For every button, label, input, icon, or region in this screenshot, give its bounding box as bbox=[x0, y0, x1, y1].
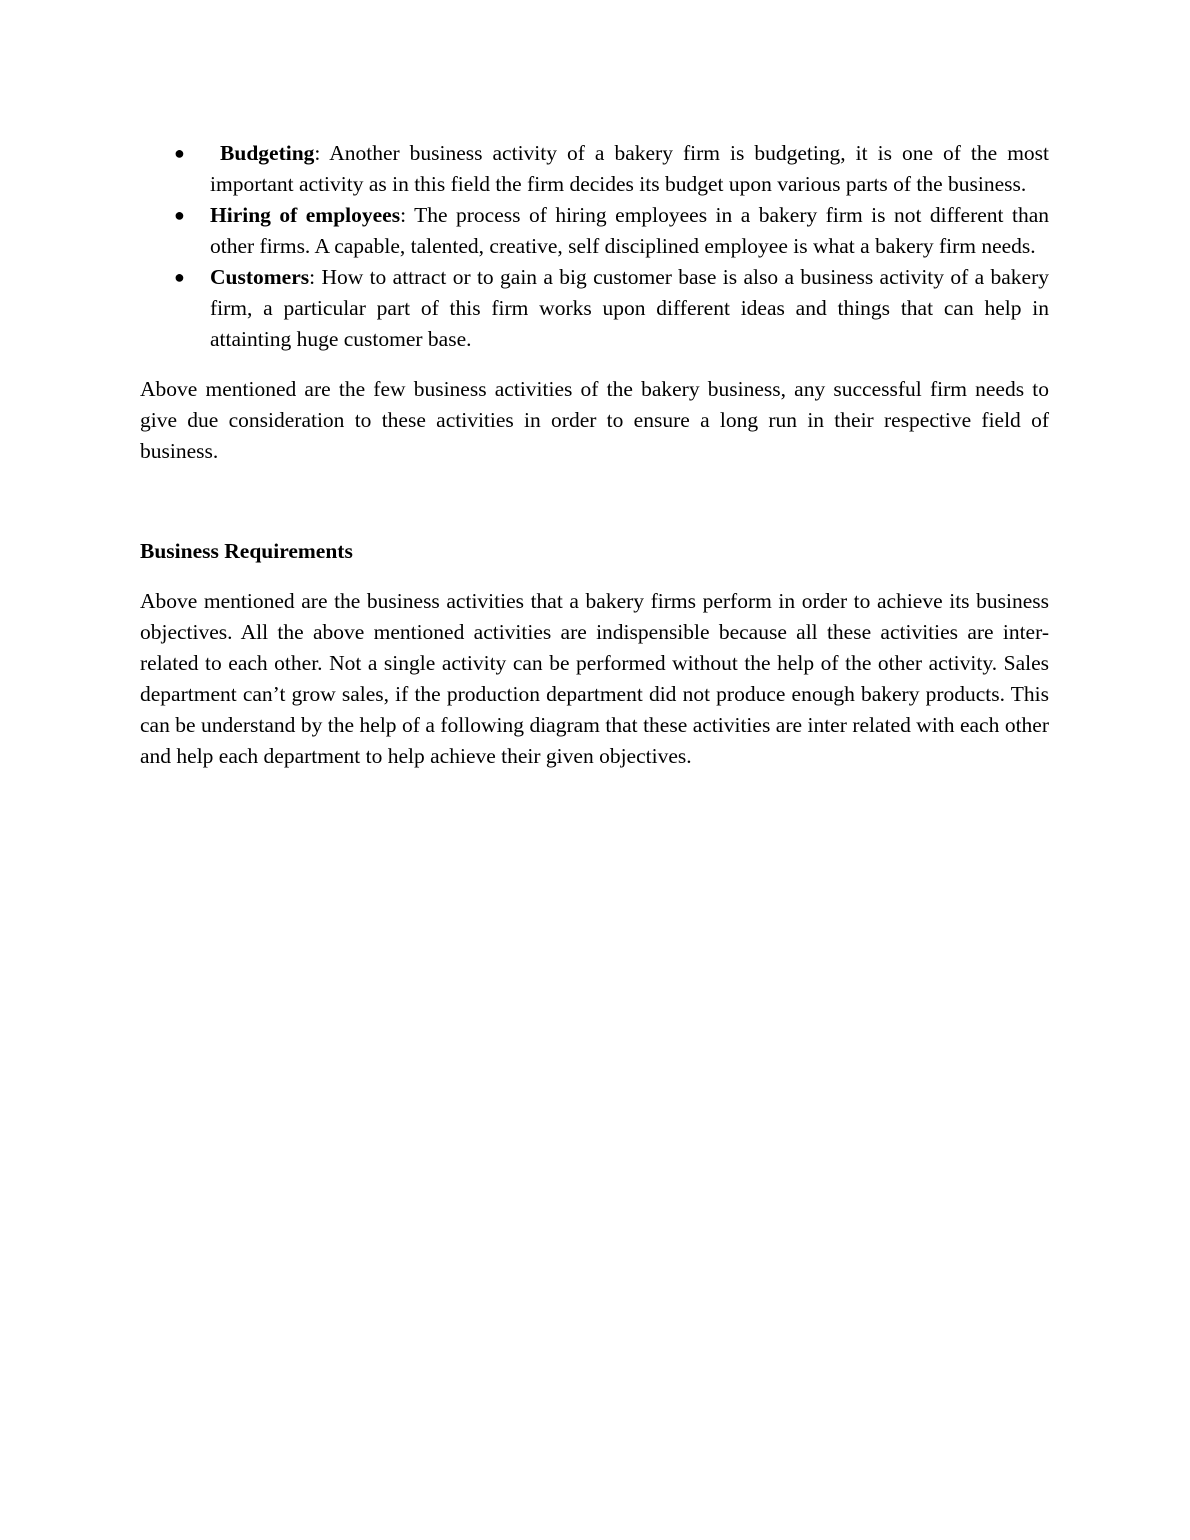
list-item-budgeting bbox=[140, 138, 1049, 200]
list-item-term: Hiring of employees bbox=[210, 203, 401, 227]
list-item-customers bbox=[140, 262, 1049, 355]
section-heading: Business Requirements bbox=[140, 539, 353, 563]
list-item-text: : The process of hiring employees in a bakery firm is not different than other firms. A capable, talented, creative, self disciplined employee is what a bakery firm needs. bbox=[210, 203, 1049, 258]
requirements-paragraph: Above mentioned are the business activities that a bakery firms perform in order to achieve its business objectives. All the above mentioned activities are indispensible because all these activities are inter-related to each other. Not a single activity can be performed without the help of the other activity. Sales department can’t grow sales, if the production department did not produce enough bakery products. This can be understand by the help of a following diagram that these activities are inter related with each other and help each department to help achieve their given objectives. bbox=[140, 589, 1049, 768]
list-item-text: : Another business activity of a bakery firm is budgeting, it is one of the most important activity as in this field the firm decides its budget upon various parts of the business. bbox=[210, 141, 1050, 196]
bullet-icon: ● bbox=[174, 143, 185, 163]
list-item-lead bbox=[210, 141, 220, 165]
bullet-icon: ● bbox=[174, 267, 185, 287]
list-item-text: : How to attract or to gain a big customer base is also a business activity of a bakery firm, a particular part of this firm works upon different ideas and things that can help in attainting huge customer base. bbox=[210, 265, 1049, 351]
list-item-hiring bbox=[140, 200, 1049, 262]
bullet-icon: ● bbox=[174, 205, 185, 225]
document-page bbox=[140, 138, 1049, 772]
list-item-term: Customers bbox=[210, 265, 310, 289]
business-activities-list bbox=[140, 138, 1049, 355]
summary-paragraph: Above mentioned are the few business activities of the bakery business, any successful firm needs to give due consideration to these activities in order to ensure a long run in their respective field of business. bbox=[140, 377, 1049, 463]
list-item-term: Budgeting bbox=[220, 141, 315, 165]
